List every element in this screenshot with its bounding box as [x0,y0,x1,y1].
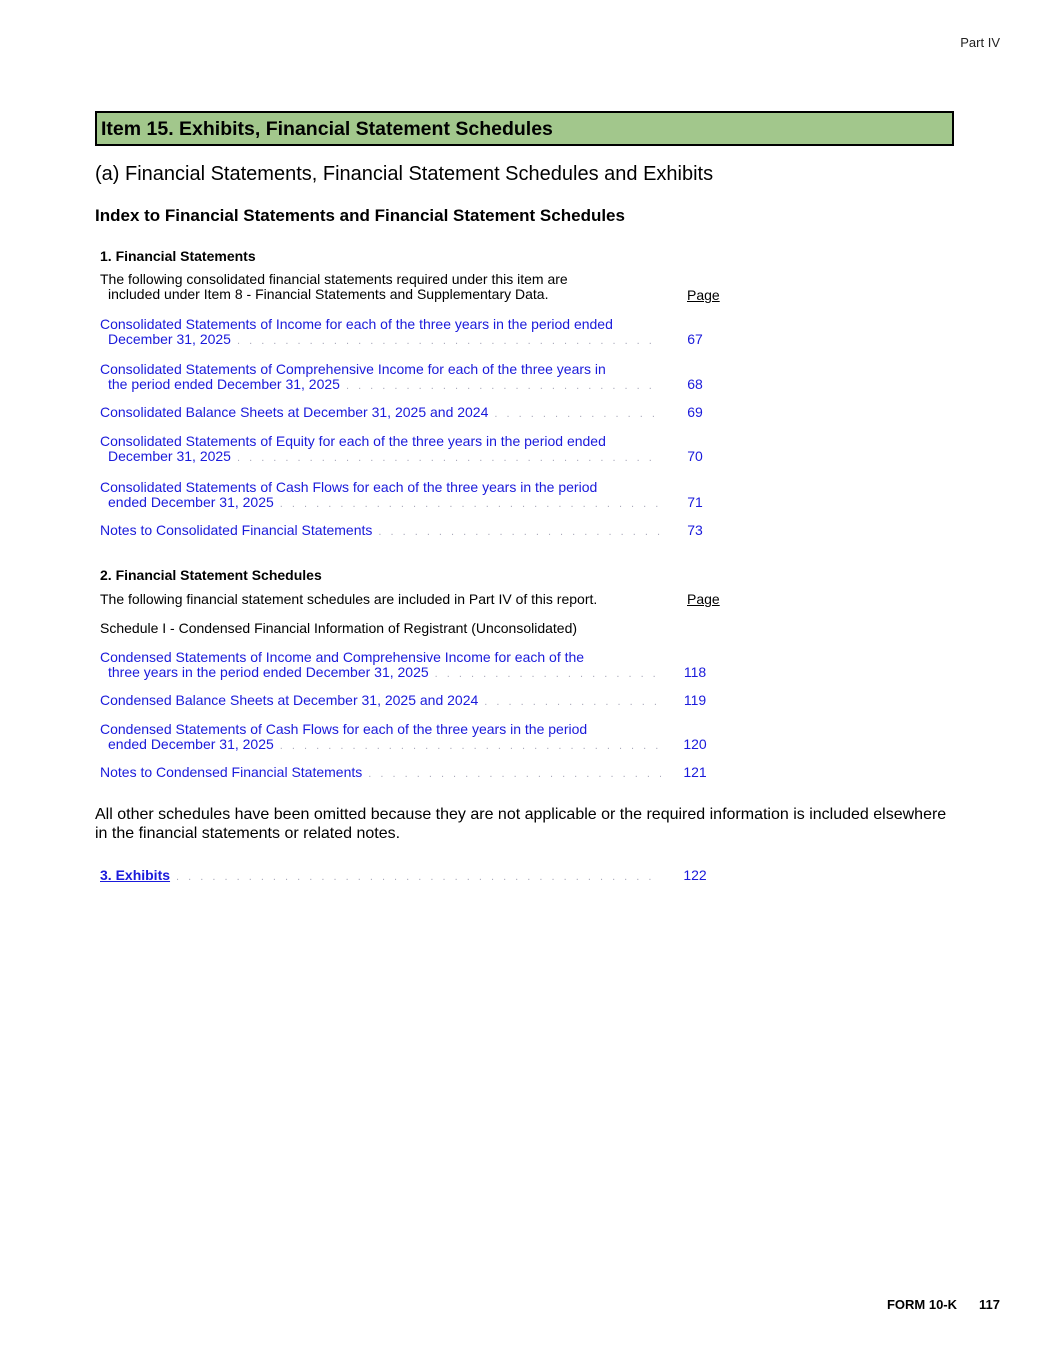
section1-intro-line1: The following consolidated financial statements required under this item are [100,271,568,287]
toc-entry-line1[interactable]: Notes to Consolidated Financial Statements [100,522,373,538]
item-title-banner: Item 15. Exhibits, Financial Statement Schedules [95,111,954,146]
footer [887,1297,1000,1312]
toc-entry-condensed-notes[interactable] [100,765,725,782]
toc-entry-notes[interactable] [100,523,725,540]
dot-leader [176,870,661,885]
toc-entry-page[interactable]: 70 [687,448,703,464]
section1-intro [100,272,670,302]
toc-entry-page[interactable]: 68 [687,376,703,392]
dot-leader [484,695,661,710]
dot-leader [494,407,661,422]
index-title: Index to Financial Statements and Financial Statement Schedules [95,206,625,225]
toc-entry-line1[interactable]: Consolidated Balance Sheets at December 31, 2025 and 2024 [100,404,489,420]
toc-entry-exhibits[interactable] [100,868,725,885]
toc-entry-line2[interactable]: ended December 31, 2025 [108,494,274,510]
toc-entry-line1[interactable]: Consolidated Statements of Comprehensive Income for each of the three years in [100,361,606,377]
dot-leader [237,451,661,466]
section1-page-header: Page [687,287,720,303]
toc-entry-page[interactable]: 121 [683,764,707,780]
toc-entry-line2[interactable]: ended December 31, 2025 [108,736,274,752]
toc-entry-line1[interactable]: Consolidated Statements of Income for each of the three years in the period ended [100,316,613,332]
subtitle: (a) Financial Statements, Financial Statement Schedules and Exhibits [95,163,714,185]
toc-entry-page[interactable]: 67 [687,331,703,347]
toc-entry-condensed-balance-sheets[interactable] [100,693,725,710]
toc-entry-line1[interactable]: Notes to Condensed Financial Statements [100,764,363,780]
schedule-title: Schedule I - Condensed Financial Information of Registrant (Unconsolidated) [100,620,578,636]
dot-leader [280,497,661,512]
exhibits-link[interactable]: 3. Exhibits [100,867,171,883]
toc-entry-page[interactable]: 122 [683,867,707,883]
toc-entry-line1[interactable]: Condensed Statements of Income and Comprehensive Income for each of the [100,649,585,665]
form-label: FORM 10-K [886,1297,958,1312]
toc-entry-page[interactable]: 69 [687,404,703,420]
page-number: 117 [979,1297,1000,1312]
section2-page-header: Page [687,591,720,607]
dot-leader [346,379,661,394]
toc-entry-line2[interactable]: December 31, 2025 [108,448,231,464]
dot-leader [368,767,661,782]
section1-heading: 1. Financial Statements [100,248,256,264]
toc-entry-page[interactable]: 118 [683,664,707,680]
toc-entry-income[interactable] [100,317,725,349]
section2-heading: 2. Financial Statement Schedules [100,567,322,583]
toc-entry-line1[interactable]: Consolidated Statements of Equity for each of the three years in the period ended [100,433,606,449]
section1-intro-line2: included under Item 8 - Financial Statements and Supplementary Data. [108,286,549,302]
toc-entry-line2[interactable]: December 31, 2025 [108,331,231,347]
toc-entry-equity[interactable] [100,434,725,466]
dot-leader [237,334,661,349]
toc-entry-line2[interactable]: the period ended December 31, 2025 [108,376,340,392]
toc-entry-line1[interactable]: Condensed Statements of Cash Flows for each of the three years in the period [100,721,588,737]
dot-leader [378,525,661,540]
toc-entry-condensed-income[interactable] [100,650,725,682]
toc-entry-page[interactable]: 71 [687,494,703,510]
toc-entry-cash-flows[interactable] [100,480,725,512]
toc-entry-page[interactable]: 119 [683,692,707,708]
dot-leader [280,739,661,754]
toc-entry-line1[interactable]: Consolidated Statements of Cash Flows for each of the three years in the period [100,479,598,495]
section2-intro: The following financial statement schedules are included in Part IV of this report. [100,591,598,607]
toc-entry-condensed-cash-flows[interactable] [100,722,725,754]
toc-entry-line1[interactable]: Condensed Balance Sheets at December 31, 2025 and 2024 [100,692,479,708]
toc-entry-page[interactable]: 73 [687,522,703,538]
toc-entry-comprehensive-income[interactable] [100,362,725,394]
dot-leader [435,667,661,682]
toc-entry-page[interactable]: 120 [683,736,707,752]
toc-entry-balance-sheets[interactable] [100,405,725,422]
omitted-schedules-note: All other schedules have been omitted because they are not applicable or the required information is included elsewhere in the financial statements or related notes. [95,806,947,842]
part-label: Part IV [960,35,1000,50]
toc-entry-line2[interactable]: three years in the period ended December 31, 2025 [108,664,429,680]
